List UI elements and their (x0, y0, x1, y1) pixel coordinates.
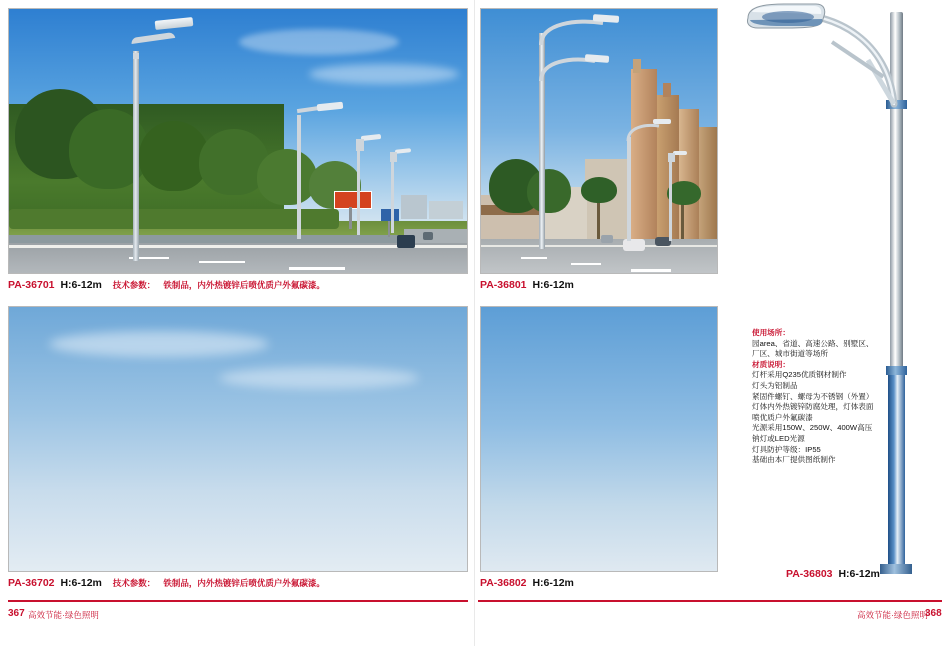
light-line-3: 灯具防护等级：IP55 (752, 444, 821, 454)
caption-pa-36702 (8, 577, 325, 589)
spec-panel (752, 328, 902, 466)
photo-pa-36701 (8, 8, 468, 274)
usage-heading: 使用场所： (752, 328, 790, 337)
model-height: H:6-12m (60, 279, 102, 291)
tech-text: 铁制品，内外热镀锌后喷优质户外氟碳漆。 (163, 578, 325, 588)
page-number-left: 367 (8, 608, 25, 619)
tech-label: 技术参数： (112, 280, 156, 290)
photo-pa-36801 (480, 8, 718, 274)
model-height: H:6-12m (532, 279, 574, 291)
usage-line-2: 厂区、城市街道等场所 (752, 349, 828, 359)
model-code: PA-36802 (480, 577, 527, 589)
model-code: PA-36801 (480, 279, 527, 291)
caption-pa-36802 (480, 577, 574, 589)
light-line-1: 光源采用150W、250W、400W高压 (752, 423, 873, 433)
photo-pa-36702 (8, 306, 468, 572)
luminaire-head-icon (744, 2, 828, 30)
footer-rule-right (478, 600, 942, 602)
tech-label: 技术参数： (112, 578, 156, 588)
material-line-1: 灯杆采用Q235优质钢材制作 (752, 370, 847, 380)
photo-pa-36803 (720, 0, 950, 580)
model-code: PA-36701 (8, 279, 55, 291)
footer-text-left: 高效节能·绿色照明 (28, 610, 99, 620)
usage-line-1: 园area、省道、高速公路、别墅区、 (752, 338, 874, 348)
caption-pa-36803 (786, 568, 880, 580)
page-gutter (474, 0, 475, 646)
model-height: H:6-12m (532, 577, 574, 589)
material-line-3: 紧固件螺钉、螺母为不锈钢（外置） (752, 391, 874, 401)
material-line-5: 喷优质户外氟碳漆 (752, 412, 813, 422)
photo-pa-36802 (480, 306, 718, 572)
light-line-4: 基础由本厂提供图纸制作 (752, 455, 836, 465)
model-height: H:6-12m (838, 568, 880, 580)
model-code: PA-36702 (8, 577, 55, 589)
material-line-2: 灯头为铝制品 (752, 380, 798, 390)
footer-rule-left (8, 600, 468, 602)
model-code: PA-36803 (786, 568, 833, 580)
footer-text-right: 高效节能·绿色照明 (857, 610, 928, 620)
page-number-right: 368 (925, 608, 942, 619)
material-heading: 材质说明： (752, 359, 790, 369)
lamp-arm-icon (625, 121, 665, 143)
caption-pa-36801 (480, 279, 574, 291)
caption-pa-36701 (8, 279, 325, 291)
light-line-2: 钠灯或LED光源 (752, 433, 805, 443)
material-line-4: 灯体内外热镀锌防腐处理，灯体表面 (752, 402, 874, 412)
tech-text: 铁制品，内外热镀锌后喷优质户外氟碳漆。 (163, 280, 325, 290)
model-height: H:6-12m (60, 577, 102, 589)
